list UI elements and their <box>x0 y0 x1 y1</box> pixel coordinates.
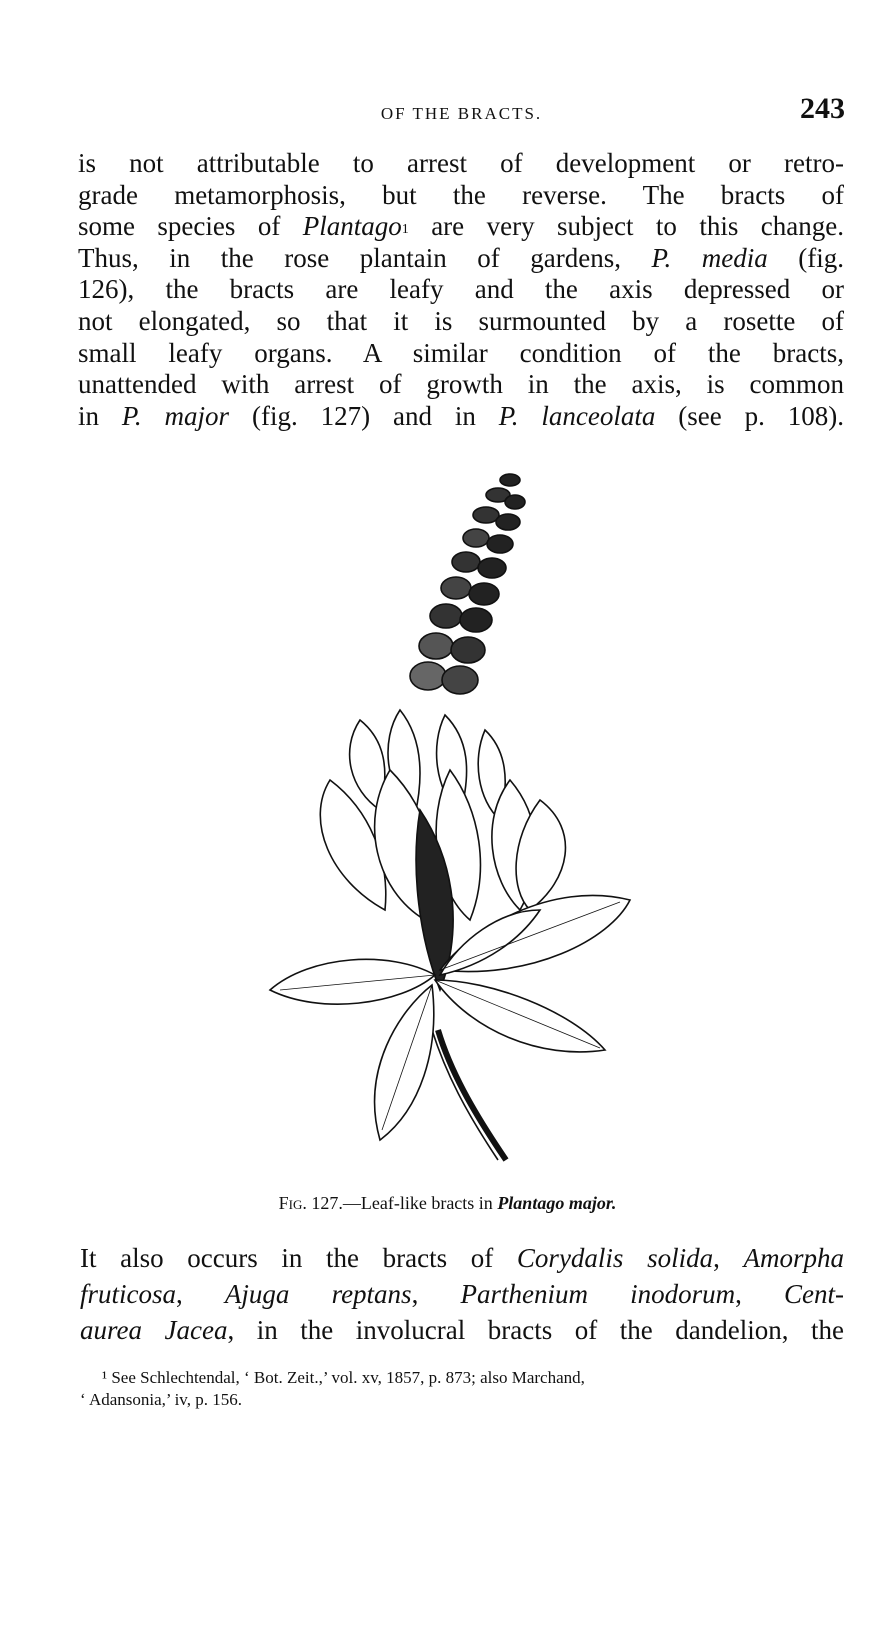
figure-caption: Fig. 127.—Leaf-like bracts in Plantago major. <box>278 1193 617 1213</box>
footnote-line: ‘ Adansonia,’ iv, p. 156. <box>80 1390 242 1409</box>
plantago-illustration <box>210 470 670 1170</box>
text-line: grade metamorphosis, but the reverse. The bracts of <box>78 179 844 210</box>
paragraph-2 <box>80 1240 844 1348</box>
figure-label: Fig. 127. <box>278 1193 343 1213</box>
page-number: 243 <box>800 92 845 125</box>
taxon-name: P. lanceolata <box>498 400 656 431</box>
taxon-name: Plantago major. <box>497 1193 617 1213</box>
footnote-line: ¹ See Schlechtendal, ‘ Bot. Zeit.,’ vol. xv, 1857, p. 873; also Marchand, <box>102 1368 585 1387</box>
text-line: 126), the bracts are leafy and the axis depressed or <box>78 274 844 305</box>
text-line: Thus, in the rose plantain of gardens, P. media (fig. <box>78 242 844 273</box>
page-header <box>78 92 845 132</box>
taxon-name: Plantago <box>302 211 402 242</box>
text-line: aurea Jacea, in the involucral bracts of the dandelion, the <box>80 1315 844 1345</box>
text-line: It also occurs in the bracts of Corydalis solida, Amorpha <box>80 1243 844 1273</box>
taxon-name: P. media <box>651 242 768 273</box>
text-line: fruticosa, Ajuga reptans, Parthenium inodorum, Cent- <box>80 1279 845 1309</box>
footnote <box>80 1367 844 1411</box>
text-line: some species of Plantago$^1$ are very subject to this change. <box>78 211 844 242</box>
text-line: is not attributable to arrest of development or retro- <box>78 148 844 178</box>
running-head: OF THE BRACTS. <box>380 104 543 123</box>
taxon-name: P. major <box>121 400 230 431</box>
text-line: in P. major (fig. 127) and in P. lanceolata (see p. 108). <box>78 400 845 431</box>
text-line: not elongated, so that it is surmounted by a rosette of <box>78 305 844 336</box>
stem <box>438 1030 506 1160</box>
text-line: small leafy organs. A similar condition of the bracts, <box>78 337 844 368</box>
footnote-ref: 1 <box>401 222 409 238</box>
spike-florets <box>410 474 525 694</box>
text-line: unattended with arrest of growth in the axis, is common <box>78 369 844 400</box>
paragraph-1 <box>78 148 844 432</box>
